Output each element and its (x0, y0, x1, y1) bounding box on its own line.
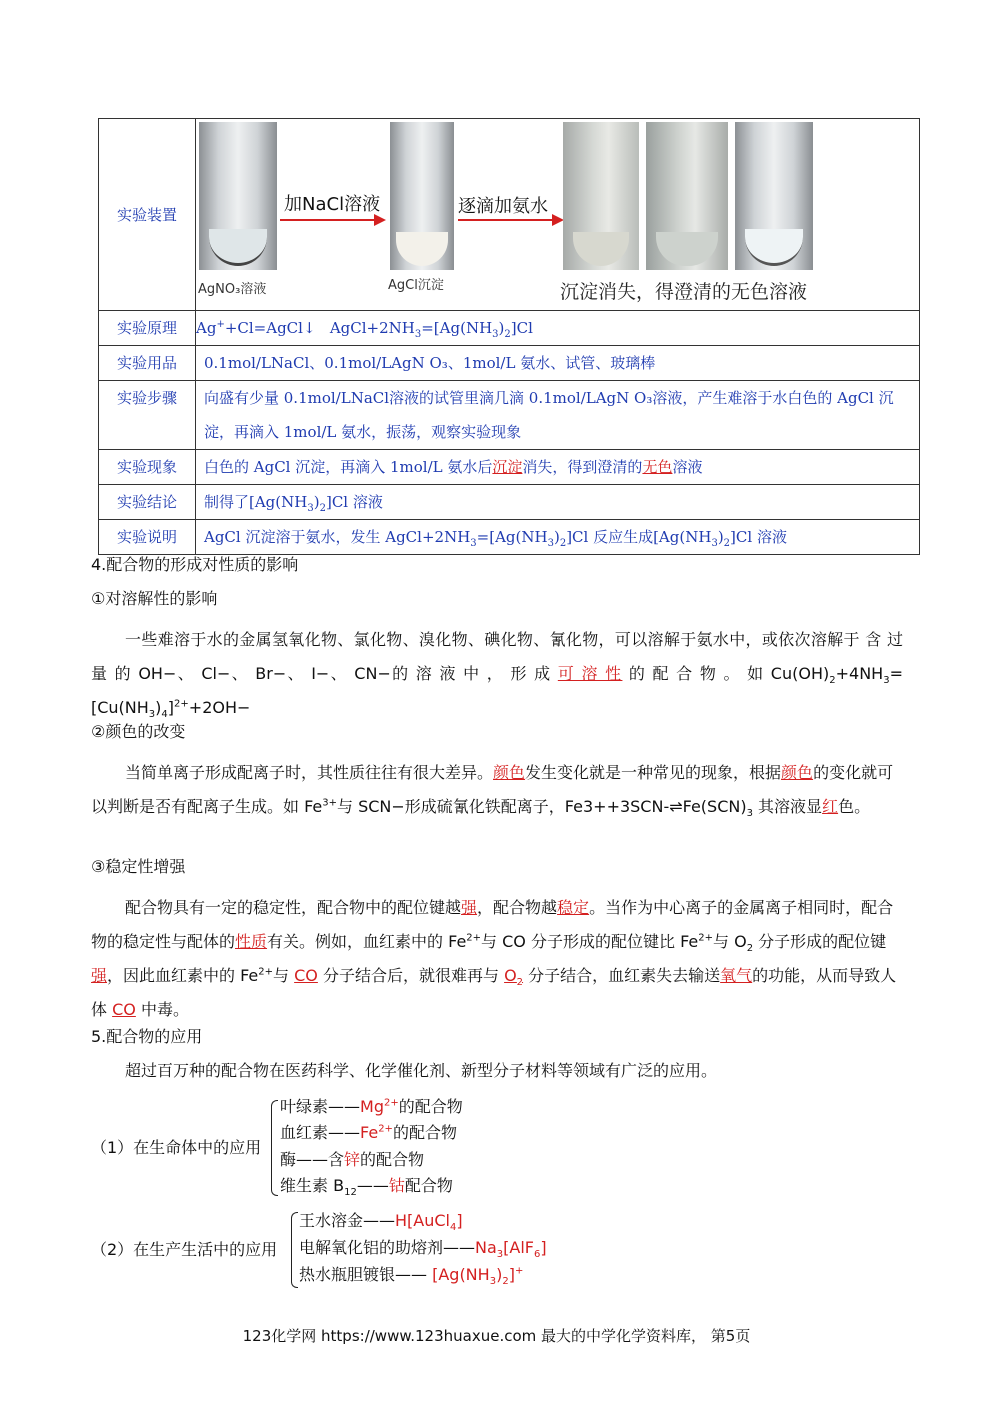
prod-item-aqua-regia: 王水溶金——H[AuCl$_4$] (299, 1211, 463, 1234)
section5-title: 5.配合物的应用 (91, 1027, 203, 1046)
label-phenomenon: 实验现象 (99, 450, 196, 485)
section5-intro: 超过百万种的配合物在医药科学、化学催化剂、新型分子材料等领域有广泛的应用。 (125, 1061, 718, 1080)
test-tube-agno3 (199, 122, 277, 270)
arrow-1-head (374, 214, 386, 226)
group1-label: （1）在生命体中的应用 (91, 1138, 262, 1157)
label-principle: 实验原理 (99, 311, 196, 346)
test-tube-agcl (390, 122, 454, 270)
phenomenon-text: 白色的 AgCl 沉淀，再滴入 1mol/L 氨水后沉淀消失，得到澄清的无色溶液 (196, 450, 920, 485)
caption-clear: 沉淀消失，得澄清的无色溶液 (560, 280, 808, 303)
section4-sub1: ①对溶解性的影响 (91, 589, 218, 608)
arrow-label-ammonia: 逐滴加氨水 (458, 195, 548, 217)
test-tube-cloudy (563, 122, 639, 270)
materials-text: 0.1mol/LNaCl、0.1mol/LAgN O₃、1mol/L 氨水、试管、玻璃棒 (196, 346, 920, 381)
page-footer: 123化学网 https://www.123huaxue.com 最大的中学化学资料库， 第5页 (242, 1327, 751, 1345)
life-item-heme: 血红素$——Fe^{2+}$的配合物 (280, 1123, 457, 1142)
test-tube-clear (735, 122, 813, 270)
group2-label: （2）在生产生活中的应用 (91, 1240, 278, 1259)
section4-sub2: ②颜色的改变 (91, 722, 186, 741)
arrow-label-nacl: 加NaCl溶液 (284, 193, 381, 215)
caption-agcl: AgCl沉淀 (388, 277, 444, 293)
prod-item-flux: 电解氧化铝的助熔剂$——Na_3[AlF_6]$ (299, 1238, 547, 1261)
group1-brace (271, 1100, 278, 1196)
arrow-2 (458, 219, 554, 221)
test-tube-clearing (646, 122, 728, 270)
steps-text: 向盛有少量 0.1mol/LNaCl溶液的试管里滴几滴 0.1mol/LAgN O₃溶液，产生难溶于水白色的 AgCl 沉淀，再滴入 1mol/L 氨水，振荡，观察实验现象 (196, 381, 920, 450)
experiment-table (98, 118, 920, 555)
life-item-enzyme: 酶——含锌的配合物 (280, 1150, 425, 1169)
caption-agno3: AgNO₃溶液 (198, 281, 267, 297)
explanation-text: AgCl 沉淀溶于氨水，发生 $AgCl+2NH_3=[Ag(NH_3)_2]Cl$ 反应生成$[Ag(NH_3)_2]Cl$ 溶液 (196, 520, 920, 555)
principle-text: Ag++Cl=AgCl↓ $AgCl+2NH_3=[Ag(NH_3)_2]Cl$ (196, 311, 920, 346)
label-explanation: 实验说明 (99, 520, 196, 555)
apparatus-image (196, 119, 920, 311)
stability-paragraph: 配合物具有一定的稳定性，配合物中的配位键越强，配合物越稳定。当作为中心离子的金属离子相同时，配合物的稳定性与配体的性质有关。例如，血红素中的 $Fe^{2+}$与 CO 分子形成的配位键比 $Fe^{2+}$与 $O_2$ 分子形成的配位键强，因此血红素中的 $Fe^{2+}$与 CO 分子结合后，就很难再与 $O_2$ 分子结合，血红素失去输送氧气的功能，从而导致人体 CO 中毒。 (91, 898, 897, 1019)
arrow-1 (280, 219, 376, 221)
conclusion-text: 制得了$[Ag(NH_3)_2]Cl$ 溶液 (196, 485, 920, 520)
label-steps: 实验步骤 (99, 381, 196, 450)
life-item-b12: 维生素 $B_{12}——$钴配合物 (280, 1176, 453, 1199)
label-apparatus: 实验装置 (99, 119, 196, 311)
label-conclusion: 实验结论 (99, 485, 196, 520)
life-item-chlorophyll: 叶绿素$——Mg^{2+}$的配合物 (280, 1097, 463, 1116)
label-materials: 实验用品 (99, 346, 196, 381)
solubility-paragraph: 一些难溶于水的金属氢氧化物、氯化物、溴化物、碘化物、氰化物，可以溶解于氨水中，或依次溶解于 含 过 量 的 OH−、 Cl−、 Br−、 I−、 CN−的 溶 液 中 ， 形 成 可 溶 性 的 配 合 物 。 如 $Cu(OH)_2+4NH_3=[Cu(NH_3)_4]^{2+}+2OH-$ (91, 630, 903, 721)
color-paragraph: 当简单离子形成配离子时，其性质往往有很大差异。颜色发生变化就是一种常见的现象，根据颜色的变化就可以判断是否有配离子生成。如 $Fe^{3+}$与 SCN−形成硫氰化铁配离子，$Fe3++3SCN-\rightleftharpoons Fe(SCN)_3$ 其溶液显红色。 (91, 763, 894, 820)
prod-item-silvering: 热水瓶胆镀银—— $[Ag(NH_3)_2]^+$ (299, 1265, 524, 1288)
section4-title: 4.配合物的形成对性质的影响 (91, 555, 299, 574)
section4-sub3: ③稳定性增强 (91, 857, 186, 876)
group2-brace (291, 1212, 298, 1288)
